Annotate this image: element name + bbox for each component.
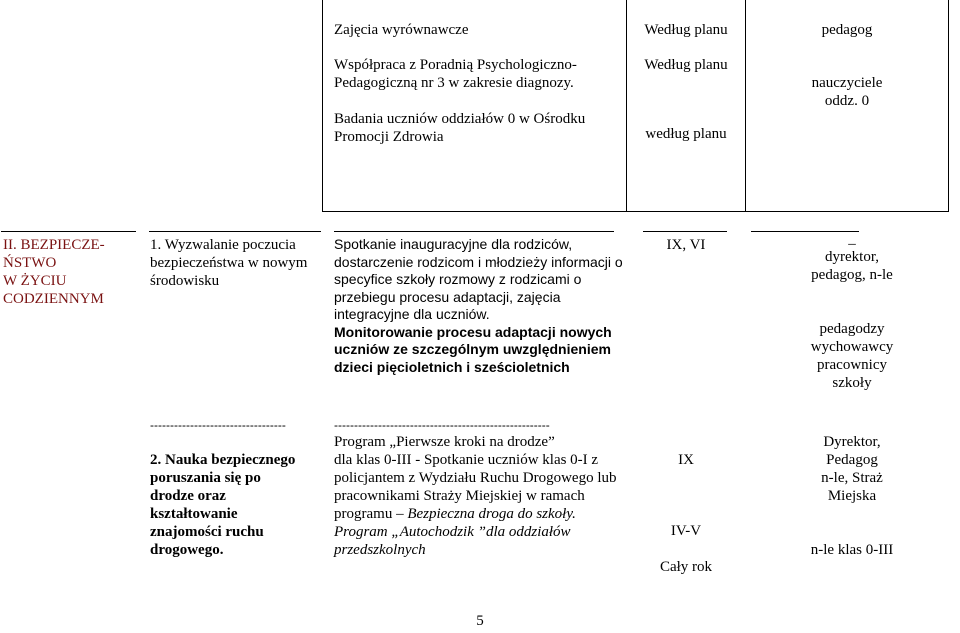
rule-col3 [643, 231, 727, 232]
section-title-line2: ŃSTWO [3, 255, 57, 271]
task2-resp-2: Pedagog [826, 452, 878, 468]
table-border-left [322, 0, 323, 212]
table-border-bottom [322, 211, 949, 212]
rule-col2 [334, 231, 614, 232]
task2-resp-spacer [747, 505, 957, 541]
task2-title: 2. Nauka bezpiecznego poruszania się po drodze oraz kształtowanie znajomości ruchu drogowego. [150, 452, 296, 558]
task1-responsible-c3: pracownicy [817, 357, 887, 373]
row3-term: według planu [645, 126, 727, 142]
row2-term: Według planu [644, 57, 728, 73]
row2-responsible-line2: oddz. 0 [824, 93, 870, 109]
task1-responsible-c4: szkoły [832, 375, 872, 391]
task1-description-normal: Spotkanie inauguracyjne dla rodziców, dostarczenie rodzicom i młodzieży informacji o specyfice szkoły rozmowy z rodzicami o przebiegu procesu adaptacji, zajęcia integracyjne dla uczniów. [334, 236, 623, 322]
task2-resp-1: Dyrektor, [823, 434, 881, 450]
table-border-col3 [745, 0, 746, 212]
row2-activity: Współpraca z Poradnią Psychologiczno-Pedagogiczną nr 3 w zakresie diagnozy. [334, 57, 577, 91]
task1-responsible-c1: pedagodzy [819, 321, 885, 337]
page-number: 5 [476, 613, 484, 629]
row2-responsible-line1: nauczyciele [811, 75, 883, 91]
task1-responsible-a: dyrektor, [825, 249, 879, 265]
row3-activity: Badania uczniów oddziałów 0 w Ośrodku Promocji Zdrowia [334, 111, 586, 145]
task1-responsible-b: pedagog, n-le [811, 267, 893, 283]
task1-title [150, 236, 320, 290]
row1-activity: Zajęcia wyrównawcze [334, 22, 469, 38]
task1-responsible-dash: _ [848, 231, 856, 247]
task1-responsible [747, 230, 957, 392]
task1-responsible-c2: wychowawcy [810, 339, 894, 355]
task2-resp-4: Miejska [827, 488, 877, 504]
row1-term: Według planu [644, 22, 728, 38]
task2-term-1: IX [678, 452, 694, 468]
section-title [3, 236, 143, 308]
task1-title-text: Wyzwalanie poczucia bezpieczeństwa w nowym środowisku [150, 237, 308, 289]
rule-col1 [149, 231, 321, 232]
task2-resp-5: n-le klas 0-III [810, 542, 894, 558]
section-title-line1: II. BEZPIECZE- [3, 237, 105, 253]
task1-term: IX, VI [666, 237, 706, 253]
task2-desc-line2: dla klas 0-III - Spotkanie uczniów klas 0-I z policjantem z Wydziału Ruchu Drogowego lub pracownikami Straży Miejskiej w ramach programu – [334, 452, 617, 522]
table-border-col2 [626, 0, 627, 212]
task2-term-2: IV-V [670, 523, 702, 539]
task2-responsible [747, 433, 957, 559]
task2-desc-italic2: Program „Autochodzik ”dla oddziałów przedszkolnych [334, 524, 571, 558]
task-separator-dashes: ---------------------------------- [150, 418, 286, 432]
task2-description [334, 433, 624, 559]
task2-term-3: Cały rok [659, 559, 713, 575]
task1-description-bold: Monitorowanie procesu adaptacji nowych uczniów ze szczególnym uwzględnieniem dzieci pięcioletnich i sześcioletnich [334, 323, 612, 375]
description-separator-dashes: ------------------------------------------------------ [334, 418, 550, 432]
section-title-line3: W ŻYCIU [3, 273, 67, 289]
task2-desc-line1: Program „Pierwsze kroki na drodze” [334, 434, 555, 450]
task1-description [334, 236, 624, 376]
rule-col0 [1, 231, 136, 232]
task2-resp-3: n-le, Straż [821, 470, 883, 486]
task1-responsible-spacer [747, 284, 957, 320]
row1-responsible: pedagog [821, 22, 873, 38]
task2-desc-italic1: Bezpieczna droga do szkoły. [407, 506, 576, 522]
table-border-right [948, 0, 949, 212]
section-title-line4: CODZIENNYM [3, 291, 104, 307]
task1-number: 1. [150, 237, 162, 253]
